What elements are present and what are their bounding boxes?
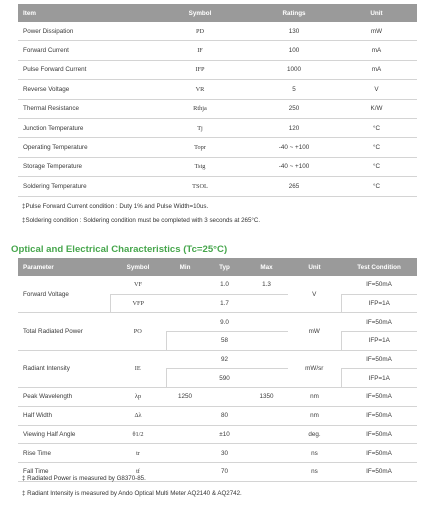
max-cell	[245, 313, 288, 332]
item-cell: Operating Temperature	[18, 138, 148, 157]
table-row	[18, 80, 417, 99]
unit-cell: mA	[336, 41, 417, 60]
condition-cell: IFP=1A	[341, 294, 417, 313]
symbol-cell: λp	[110, 388, 166, 407]
unit-cell: V	[336, 80, 417, 99]
optical-characteristics-table	[18, 258, 417, 482]
parameter-cell: Rise Time	[18, 444, 110, 463]
typ-cell: 30	[204, 444, 245, 463]
table-row	[18, 425, 417, 444]
section-title: Optical and Electrical Characteristics (Tc=25°C)	[11, 244, 228, 255]
table-row	[18, 388, 417, 407]
item-cell: Thermal Resistance	[18, 99, 148, 118]
condition-cell: IFP=1A	[341, 369, 417, 388]
header-ratings: Ratings	[252, 4, 336, 22]
table-row	[18, 350, 417, 369]
item-cell: Junction Temperature	[18, 118, 148, 137]
symbol-cell: VF	[110, 276, 166, 294]
unit-cell: °C	[336, 177, 417, 196]
unit-cell: V	[288, 276, 341, 313]
typ-cell	[204, 388, 245, 407]
symbol-cell: VR	[148, 80, 252, 99]
unit-cell: nm	[288, 388, 341, 407]
table-row	[18, 177, 417, 196]
header-typ: Typ	[204, 258, 245, 276]
header-item: Item	[18, 4, 148, 22]
unit-cell: mA	[336, 60, 417, 79]
symbol-cell: TSOL	[148, 177, 252, 196]
symbol-cell: tf	[110, 462, 166, 481]
item-cell: Pulse Forward Current	[18, 60, 148, 79]
header-min: Min	[166, 258, 204, 276]
symbol-cell: PD	[148, 22, 252, 41]
rating-cell: 120	[252, 118, 336, 137]
rating-cell: 250	[252, 99, 336, 118]
symbol-cell: IE	[110, 350, 166, 387]
rating-cell: 5	[252, 80, 336, 99]
max-cell: 1.3	[245, 276, 288, 294]
header-symbol: Symbol	[110, 258, 166, 276]
header-unit: Unit	[288, 258, 341, 276]
item-cell: Forward Current	[18, 41, 148, 60]
symbol-cell: tr	[110, 444, 166, 463]
unit-cell: deg.	[288, 425, 341, 444]
max-cell	[245, 332, 288, 351]
table-row	[18, 138, 417, 157]
symbol-cell: Δλ	[110, 406, 166, 425]
parameter-cell: Viewing Half Angle	[18, 425, 110, 444]
rating-cell: 1000	[252, 60, 336, 79]
condition-cell: IF=50mA	[341, 276, 417, 294]
min-cell	[166, 350, 204, 369]
unit-cell: K/W	[336, 99, 417, 118]
max-cell: 1350	[245, 388, 288, 407]
unit-cell: mW/sr	[288, 350, 341, 387]
typ-cell: 92	[204, 350, 245, 369]
header-test-condition: Test Condition	[341, 258, 417, 276]
symbol-cell: θ1/2	[110, 425, 166, 444]
max-cell	[245, 444, 288, 463]
max-cell	[245, 294, 288, 313]
header-max: Max	[245, 258, 288, 276]
item-cell: Power Dissipation	[18, 22, 148, 41]
footnote-radiant-intensity: ‡ Radiant Intensity is measured by Ando Optical Multi Meter AQ2140 & AQ2742.	[22, 490, 242, 497]
header-unit: Unit	[336, 4, 417, 22]
footnote-soldering: ‡Soldering condition : Soldering condition must be completed with 3 seconds at 265°C.	[22, 217, 261, 224]
symbol-cell: Tstg	[148, 157, 252, 176]
symbol-cell: IF	[148, 41, 252, 60]
condition-cell: IF=50mA	[341, 350, 417, 369]
parameter-cell: Fall Time	[18, 462, 110, 481]
condition-cell: IF=50mA	[341, 406, 417, 425]
symbol-cell: IFP	[148, 60, 252, 79]
min-cell	[166, 444, 204, 463]
max-cell	[245, 425, 288, 444]
parameter-cell: Peak Wavelength	[18, 388, 110, 407]
condition-cell: IF=50mA	[341, 388, 417, 407]
table-row	[18, 406, 417, 425]
condition-cell: IF=50mA	[341, 462, 417, 481]
table-row	[18, 22, 417, 41]
table-row	[18, 276, 417, 294]
item-cell: Soldering Temperature	[18, 177, 148, 196]
item-cell: Storage Temperature	[18, 157, 148, 176]
min-cell	[166, 406, 204, 425]
absolute-ratings-table	[18, 4, 417, 197]
table-row	[18, 157, 417, 176]
table-row	[18, 41, 417, 60]
condition-cell: IFP=1A	[341, 332, 417, 351]
table-row	[18, 60, 417, 79]
unit-cell: °C	[336, 118, 417, 137]
unit-cell: nm	[288, 406, 341, 425]
typ-cell: 9.0	[204, 313, 245, 332]
condition-cell: IF=50mA	[341, 444, 417, 463]
max-cell	[245, 350, 288, 369]
symbol-cell: PO	[110, 313, 166, 350]
min-cell: 1250	[166, 388, 204, 407]
table-row	[18, 118, 417, 137]
min-cell	[166, 462, 204, 481]
unit-cell: mW	[336, 22, 417, 41]
unit-cell: °C	[336, 157, 417, 176]
typ-cell: 1.0	[204, 276, 245, 294]
unit-cell: ns	[288, 444, 341, 463]
min-cell	[166, 276, 204, 294]
min-cell	[166, 369, 204, 388]
rating-cell: 265	[252, 177, 336, 196]
symbol-cell: Rthja	[148, 99, 252, 118]
parameter-cell: Total Radiated Power	[18, 313, 110, 350]
footnote-pulse: ‡Pulse Forward Current condition : Duty 1% and Pulse Width=10us.	[22, 203, 209, 210]
typ-cell: 1.7	[204, 294, 245, 313]
unit-cell: °C	[336, 138, 417, 157]
parameter-cell: Forward Voltage	[18, 276, 110, 313]
min-cell	[166, 294, 204, 313]
table-header-row	[18, 4, 417, 22]
table-row	[18, 444, 417, 463]
min-cell	[166, 313, 204, 332]
table-row	[18, 99, 417, 118]
unit-cell: mW	[288, 313, 341, 350]
footnote-radiated-power: ‡ Radiated Power is measured by G8370-85.	[22, 475, 146, 482]
rating-cell: 100	[252, 41, 336, 60]
symbol-cell: VFP	[110, 294, 166, 313]
max-cell	[245, 406, 288, 425]
condition-cell: IF=50mA	[341, 425, 417, 444]
header-parameter: Parameter	[18, 258, 110, 276]
max-cell	[245, 462, 288, 481]
header-symbol: Symbol	[148, 4, 252, 22]
typ-cell: 70	[204, 462, 245, 481]
item-cell: Reverse Voltage	[18, 80, 148, 99]
rating-cell: -40 ~ +100	[252, 138, 336, 157]
table-header-row	[18, 258, 417, 276]
parameter-cell: Half Width	[18, 406, 110, 425]
typ-cell: 590	[204, 369, 245, 388]
typ-cell: ±10	[204, 425, 245, 444]
rating-cell: -40 ~ +100	[252, 157, 336, 176]
condition-cell: IF=50mA	[341, 313, 417, 332]
rating-cell: 130	[252, 22, 336, 41]
min-cell	[166, 425, 204, 444]
min-cell	[166, 332, 204, 351]
typ-cell: 58	[204, 332, 245, 351]
symbol-cell: Tj	[148, 118, 252, 137]
symbol-cell: Topr	[148, 138, 252, 157]
unit-cell: ns	[288, 462, 341, 481]
max-cell	[245, 369, 288, 388]
typ-cell: 80	[204, 406, 245, 425]
parameter-cell: Radiant Intensity	[18, 350, 110, 387]
table-row	[18, 313, 417, 332]
